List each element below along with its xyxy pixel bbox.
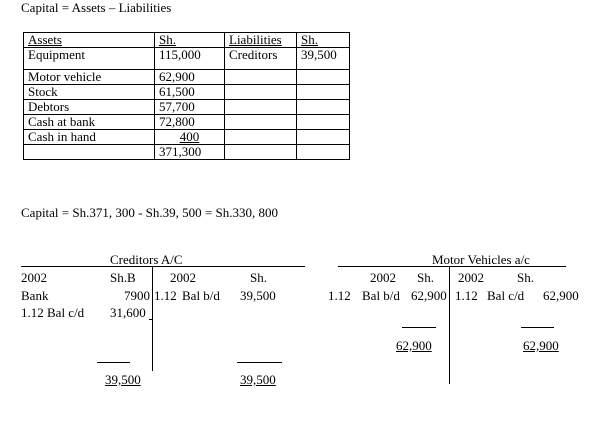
table-row — [24, 48, 350, 70]
table-row — [24, 85, 350, 100]
liability-amount-cell — [297, 70, 350, 85]
motor-vehicles-right-year: 2002 — [458, 270, 484, 285]
motor-vehicles-right-date: 1.12 — [455, 288, 478, 303]
creditors-left-row-label: 1.12 Bal c/d — [21, 305, 85, 320]
amount-cell: 115,000 — [155, 48, 225, 70]
creditors-left-currency: Sh.B — [110, 270, 136, 285]
liability-amount-cell — [297, 115, 350, 130]
total-amount-cell: 371,300 — [155, 145, 225, 160]
liability-cell — [225, 100, 297, 115]
liability-cell — [225, 130, 297, 145]
creditors-left-total-rule — [97, 362, 130, 363]
header-assets-amount: Sh. — [159, 32, 176, 47]
creditors-left-row-label: Bank — [21, 288, 49, 303]
asset-cell: Cash at bank — [24, 115, 155, 130]
header-assets: Assets — [28, 32, 62, 47]
creditors-top-rule — [21, 266, 305, 267]
table-row — [24, 70, 350, 85]
balance-table — [23, 32, 350, 160]
liability-cell: Creditors — [225, 48, 297, 70]
asset-cell: Cash in hand — [24, 130, 155, 145]
liability-amount-cell — [297, 85, 350, 100]
creditors-right-total-rule — [237, 362, 282, 363]
motor-vehicles-right-label: Bal c/d — [487, 288, 525, 303]
liability-amount-cell — [297, 100, 350, 115]
creditors-right-row-label: Bal b/d — [182, 288, 220, 303]
asset-cell: Motor vehicle — [24, 70, 155, 85]
motor-vehicles-right-total: 62,900 — [523, 338, 559, 353]
liability-cell — [225, 85, 297, 100]
motor-vehicles-right-currency: Sh. — [517, 270, 534, 285]
motor-vehicles-center-rule — [449, 266, 450, 384]
motor-vehicles-right-total-rule — [521, 327, 554, 328]
table-row — [24, 145, 350, 160]
motor-vehicles-left-label: Bal b/d — [362, 288, 400, 303]
amount-cell: 72,800 — [155, 115, 225, 130]
creditors-right-row-amount: 39,500 — [240, 288, 276, 303]
liability-cell — [225, 145, 297, 160]
table-row — [24, 100, 350, 115]
liability-cell — [225, 70, 297, 85]
liability-amount-cell: 39,500 — [297, 48, 350, 70]
creditors-right-currency: Sh. — [250, 270, 267, 285]
liability-amount-cell — [297, 130, 350, 145]
motor-vehicles-left-total-rule — [402, 327, 436, 328]
amount-cell: 61,500 — [155, 85, 225, 100]
asset-cell — [24, 145, 155, 160]
liability-cell — [225, 115, 297, 130]
motor-vehicles-left-currency: Sh. — [417, 270, 434, 285]
motor-vehicles-left-amount: 62,900 — [411, 288, 447, 303]
table-row — [24, 130, 350, 145]
creditors-left-total: 39,500 — [105, 372, 141, 387]
motor-vehicles-left-year: 2002 — [370, 270, 396, 285]
asset-cell: Equipment — [24, 48, 155, 70]
creditors-title: Creditors A/C — [110, 252, 183, 267]
creditors-left-year: 2002 — [21, 270, 47, 285]
formula-heading: Capital = Assets – Liabilities — [21, 0, 172, 15]
header-liabilities-amount: Sh. — [301, 32, 318, 47]
asset-cell: Stock — [24, 85, 155, 100]
amount-cell: 62,900 — [155, 70, 225, 85]
creditors-right-year: 2002 — [170, 270, 196, 285]
asset-cell: Debtors — [24, 100, 155, 115]
creditors-left-row-amount: 7900 — [124, 288, 150, 303]
motor-vehicles-left-date: 1.12 — [328, 288, 351, 303]
motor-vehicles-right-amount: 62,900 — [543, 288, 579, 303]
motor-vehicles-title: Motor Vehicles a/c — [432, 252, 530, 267]
motor-vehicles-top-rule — [338, 266, 566, 267]
table-header-row — [24, 33, 350, 48]
capital-computation: Capital = Sh.371, 300 - Sh.39, 500 = Sh.330, 800 — [21, 205, 278, 220]
table-row — [24, 115, 350, 130]
motor-vehicles-left-total: 62,900 — [396, 338, 432, 353]
amount-cell: 57,700 — [155, 100, 225, 115]
creditors-left-row-amount: 31,600 — [110, 305, 146, 320]
creditors-balance-tick — [149, 319, 153, 320]
liability-amount-cell — [297, 145, 350, 160]
amount-cell: 400 — [155, 130, 225, 145]
creditors-right-total: 39,500 — [240, 372, 276, 387]
creditors-right-row-date: 1.12 — [154, 288, 177, 303]
header-liabilities: Liabilities — [229, 32, 282, 47]
